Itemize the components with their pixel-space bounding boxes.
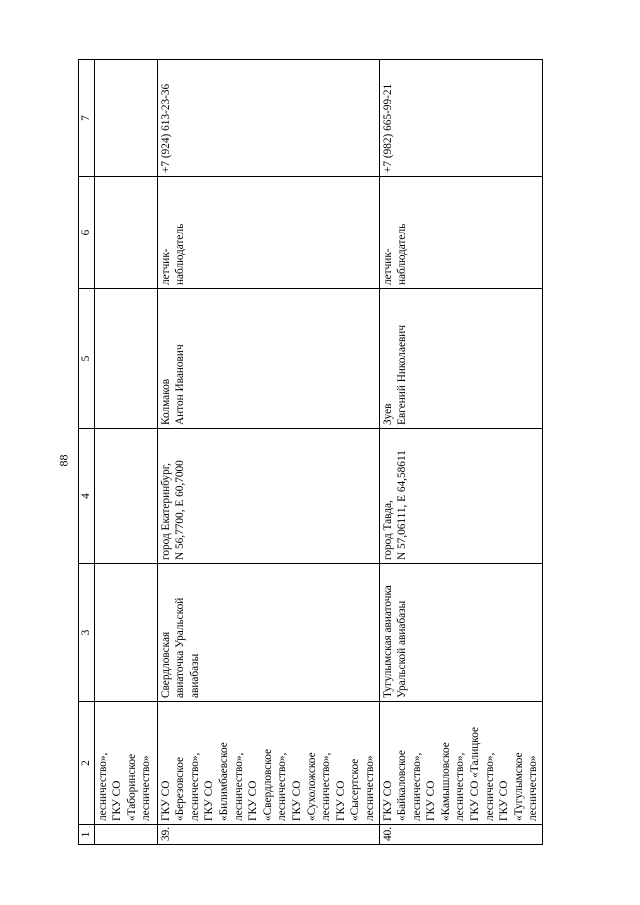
air-base-cell — [94, 564, 157, 702]
header-row — [79, 60, 95, 845]
row-number: 39. — [157, 825, 379, 845]
column-header: 7 — [79, 60, 95, 177]
column-header: 6 — [79, 177, 95, 289]
table-row — [94, 60, 157, 845]
row-number: 40. — [379, 825, 543, 845]
coordinates-cell: город Екатеринбург, N 56,7700, E 60,7000 — [157, 429, 379, 564]
forestry-cell: лесничество», ГКУ СО «Таборинское лесничество» — [94, 702, 157, 825]
forestry-cell: ГКУ СО «Байкаловское лесничество», ГКУ СО «Камышловское лесничество», ГКУ СО «Талицкое лесничество», ГКУ СО «Тугулымское лесничество» — [379, 702, 543, 825]
column-header: 2 — [79, 702, 95, 825]
phone-cell: +7 (924) 613-23-36 — [157, 60, 379, 177]
person-name-cell: Зуев Евгений Николаевич — [379, 289, 543, 429]
coordinates-cell — [94, 429, 157, 564]
person-name-cell: Колмаков Антон Иванович — [157, 289, 379, 429]
position-cell — [94, 177, 157, 289]
position-cell: летчик- наблюдатель — [379, 177, 543, 289]
person-name-cell — [94, 289, 157, 429]
row-number — [94, 825, 157, 845]
coordinates-cell: город Тавда, N 57,06111, E 64,58611 — [379, 429, 543, 564]
column-header: 5 — [79, 289, 95, 429]
air-base-cell: Тугулымская авиаточка Уральской авиабазы — [379, 564, 543, 702]
column-header: 1 — [79, 825, 95, 845]
page-number — [55, 440, 73, 480]
table-row — [157, 60, 379, 845]
phone-cell: +7 (982) 665-99-21 — [379, 60, 543, 177]
table-row — [379, 60, 543, 845]
column-header: 3 — [79, 564, 95, 702]
rotated-table-container — [78, 60, 538, 845]
contacts-table — [78, 59, 543, 845]
page-number-text: 88 — [56, 454, 71, 466]
forestry-cell: ГКУ СО «Березовское лесничество», ГКУ СО «Билимбаевское лесничество», ГКУ СО «Свердловское лесничество», ГКУ СО «Сухоложское лесничество», ГКУ СО «Сысертское лесничество» — [157, 702, 379, 825]
phone-cell — [94, 60, 157, 177]
position-cell: летчик- наблюдатель — [157, 177, 379, 289]
air-base-cell: Свердловская авиаточка Уральской авиабазы — [157, 564, 379, 702]
column-header: 4 — [79, 429, 95, 564]
